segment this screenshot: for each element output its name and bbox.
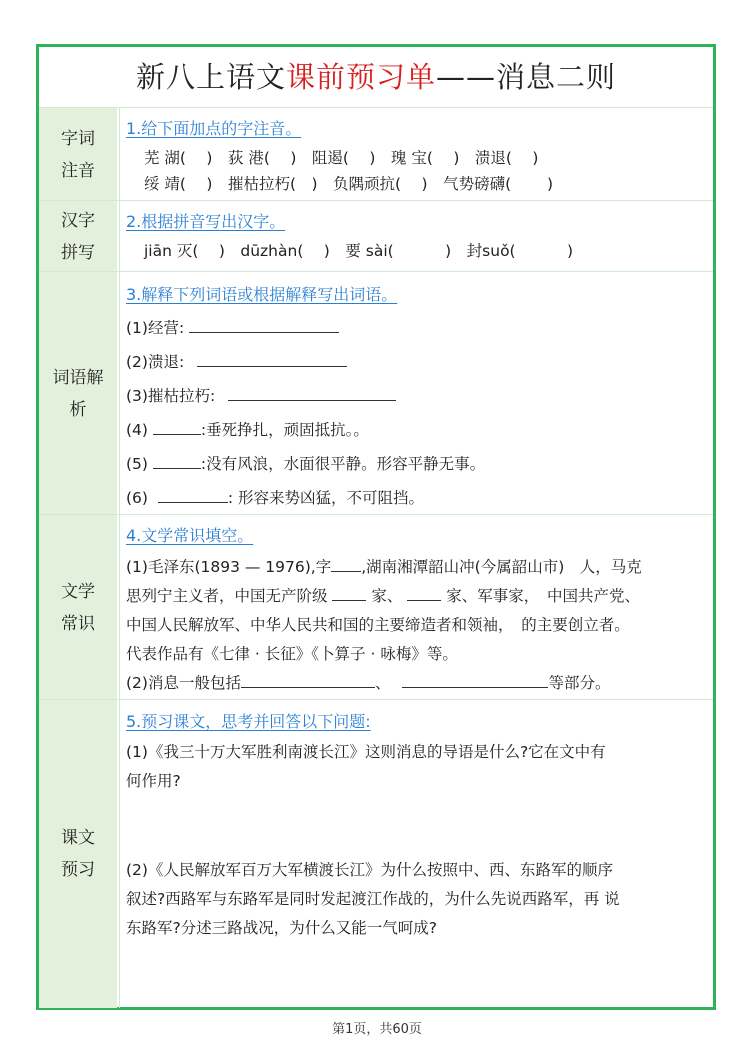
section-literature: [39, 514, 713, 700]
section-preview: [39, 699, 713, 1008]
section-label: 字词 注音: [39, 108, 117, 201]
page-footer: 第1页，共60页: [332, 1022, 422, 1037]
question-line: 何作用?: [126, 772, 181, 790]
vocab-item: (2)溃退:: [126, 350, 347, 372]
vocab-item: (3)摧枯拉朽:: [126, 384, 396, 406]
section-label: 汉字 拼写: [39, 201, 117, 272]
question-line: (2)《人民解放军百万大军横渡长江》为什么按照中、西、东路军的顺序: [126, 861, 613, 879]
section-label: 词语解 析: [39, 272, 117, 515]
question-line: 东路军?分述三路战况，为什么又能一气呵成?: [126, 919, 437, 937]
title-part2: 课前预习单: [285, 60, 436, 94]
question-line: 代表作品有《七律 · 长征》《卜算子 · 咏梅》等。: [126, 645, 458, 663]
question-line: (1)《我三十万大军胜利南渡长江》这则消息的导语是什么?它在文中有: [126, 743, 606, 761]
question-heading: 5.预习课文，思考并回答以下问题:: [126, 712, 371, 731]
vocab-item: (1)经营:: [126, 316, 339, 338]
worksheet-frame: [36, 44, 716, 1010]
question-line: 中国人民解放军、中华人民共和国的主要缔造者和领袖， 的主要创立者。: [126, 616, 630, 634]
question-line: jiān 灭( ) dūzhàn( ) 要 sài( ) 封suǒ( ): [144, 242, 574, 260]
question-heading: 3.解释下列词语或根据解释写出词语。: [126, 285, 398, 304]
section-vocabulary: [39, 271, 713, 515]
section-label: 文学 常识: [39, 515, 117, 700]
question-heading: 4.文学常识填空。: [126, 526, 254, 545]
title-part3: ——消息二则: [436, 60, 617, 94]
vocab-item: (6) : 形容来势凶猛，不可阻挡。: [126, 486, 424, 508]
section-pronunciation: [39, 107, 713, 201]
question-line: 芜 湖( ) 荻 港( ) 阻遏( ) 瑰 宝( ) 溃退( ): [144, 149, 539, 167]
question-heading: 2.根据拼音写出汉字。: [126, 212, 286, 231]
title-part1: 新八上语文: [135, 60, 286, 94]
page-title: [39, 47, 713, 107]
question-line: 叙述?西路军与东路军是同时发起渡江作战的，为什么先说西路军，再 说: [126, 890, 620, 908]
section-label: 课文 预习: [39, 700, 117, 1008]
section-spelling: [39, 200, 713, 272]
question-line: (2)消息一般包括 、 等部分。: [126, 671, 611, 693]
vocab-item: (5) :没有风浪，水面很平静。形容平静无事。: [126, 452, 485, 474]
vocab-item: (4) :垂死挣扎，顽固抵抗。。: [126, 418, 369, 440]
question-line: 绥 靖( ) 摧枯拉朽( ) 负隅顽抗( ) 气势磅礴( ): [144, 175, 554, 193]
question-line: (1)毛泽东(1893 — 1976),字 ,湖南湘潭韶山冲(今属韶山市) 人，马克: [126, 555, 642, 577]
question-heading: 1.给下面加点的字注音。: [126, 119, 302, 138]
question-line: 思列宁主义者，中国无产阶级 家、 家、军事家， 中国共产党、: [126, 584, 640, 606]
